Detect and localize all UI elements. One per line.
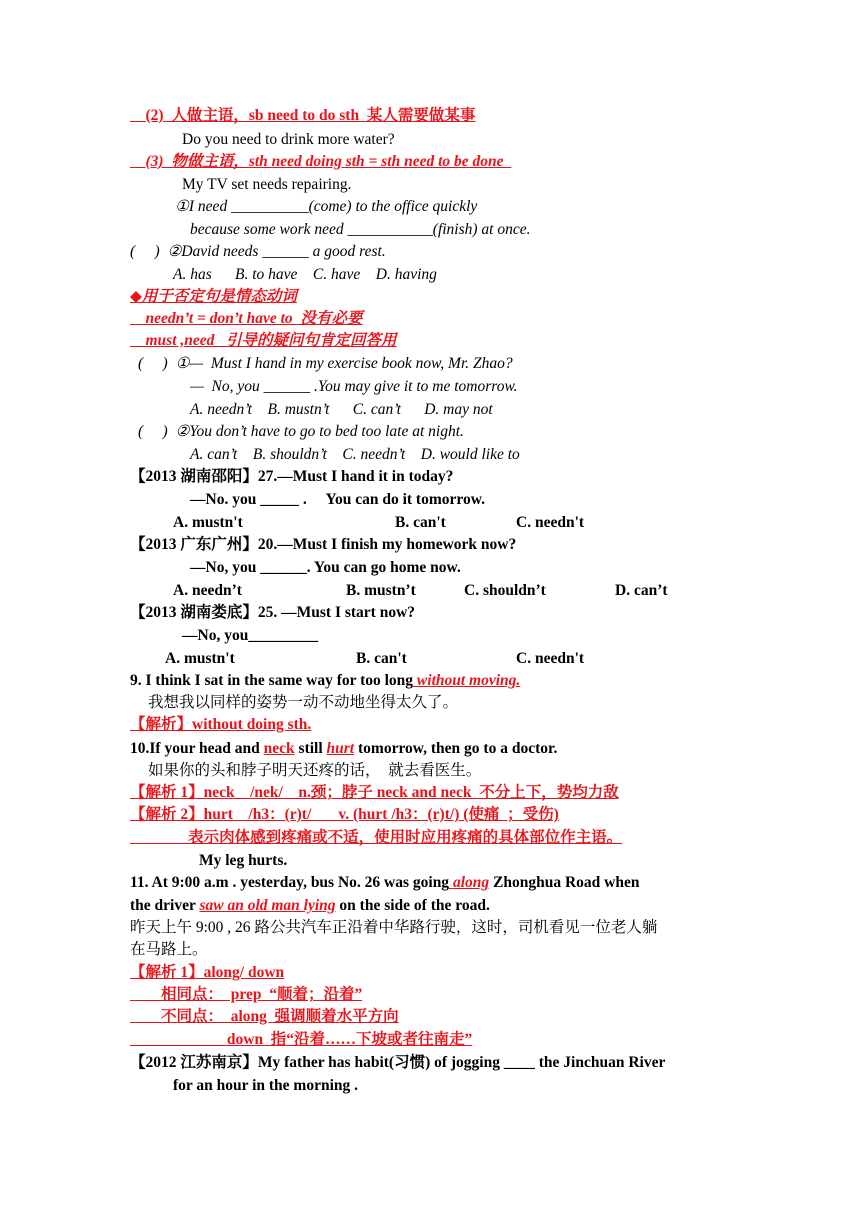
rule-heading-3: (3) 物做主语，sth need doing sth = sth need to be done — [130, 153, 512, 170]
analysis-2-hurt: 【解析 2】hurt /h3：(r)t/ v. (hurt /h3：(r)t/) (使痛 ；受伤) — [130, 806, 559, 823]
keyword-saw-lying: saw an old man lying — [199, 897, 336, 914]
sentence-11-cont — [130, 896, 490, 916]
option-b: B. can't — [356, 650, 407, 667]
sentence-10 — [130, 739, 557, 759]
analysis-1-neck: 【解析 1】neck /nek/ n.颈；脖子 neck and neck 不分上下，势均力敌 — [130, 784, 619, 801]
sentence-text: tomorrow, then go to a doctor. — [354, 740, 558, 757]
rule-needn-t: needn’t = don’t have to 没有必要 — [130, 310, 363, 327]
exam-question: 【2013 湖南邵阳】27.—Must I hand it in today? — [130, 468, 454, 485]
exercise-question: ( ) ①— Must I hand in my exercise book now, Mr. Zhao? — [138, 355, 513, 372]
sentence-11 — [130, 873, 639, 893]
exercise-options: A. has B. to have C. have D. having — [173, 266, 437, 283]
option-c: C. needn't — [516, 514, 585, 531]
sentence-text: the driver — [130, 897, 200, 914]
sentence-text: 11. At 9:00 a.m . yesterday, bus No. 26 was going — [130, 874, 450, 891]
analysis-down: down 指“沿着……下坡或者往南走” — [130, 1031, 473, 1048]
option-a: A. mustn't — [165, 650, 235, 667]
sentence-text: Zhonghua Road when — [489, 874, 640, 891]
exam-answer-line: —No, you ______. You can go home now. — [190, 559, 461, 576]
analysis-9: 【解析】without doing sth. — [130, 716, 312, 733]
exam-answer-line: —No. you _____ . You can do it tomorrow. — [190, 491, 485, 508]
analysis-along-down: 【解析 1】along/ down — [130, 964, 285, 981]
example-sentence: My TV set needs repairing. — [182, 176, 352, 193]
analysis-similarity: 相同点： prep “顺着；沿着” — [130, 986, 363, 1003]
translation: 在马路上。 — [130, 941, 208, 958]
rule-heading-negative: ◆用于否定句是情态动词 — [130, 288, 297, 305]
analysis-difference: 不同点： along 强调顺着水平方向 — [130, 1008, 399, 1025]
translation: 如果你的头和脖子明天还疼的话， 就去看医生。 — [148, 762, 482, 779]
exercise-options: A. can’t B. shouldn’t C. needn’t D. would like to — [190, 446, 520, 463]
exercise-options: A. needn’t B. mustn’t C. can’t D. may not — [190, 401, 493, 418]
analysis-hurt-note: 表示肉体感到疼痛或不适，使用时应用疼痛的具体部位作主语。 — [130, 829, 623, 846]
option-b: B. mustn’t — [346, 582, 416, 599]
exercise-question: ( ) ②You don’t have to go to bed too late at night. — [138, 423, 464, 440]
example-sentence: Do you need to drink more water? — [182, 131, 395, 148]
keyword-along: along — [449, 874, 490, 891]
option-c: C. shouldn’t — [464, 582, 546, 599]
translation: 昨天上午 9:00 , 26 路公共汽车正沿着中华路行驶，这时，司机看见一位老人躺 — [130, 919, 658, 936]
keyword-without-moving: without moving. — [413, 672, 521, 689]
keyword-hurt: hurt — [326, 740, 355, 757]
rule-heading-2: (2) 人做主语，sb need to do sth 某人需要做某事 — [130, 107, 476, 124]
option-a: A. needn’t — [173, 582, 242, 599]
sentence-text: on the side of the road. — [335, 897, 490, 914]
exam-question: 【2012 江苏南京】My father has habit(习惯) of jogging ____ the Jinchuan River — [130, 1054, 666, 1071]
keyword-neck: neck — [263, 740, 295, 757]
translation: 我想我以同样的姿势一动不动地坐得太久了。 — [148, 694, 459, 711]
sentence-text: 10.If your head and — [130, 740, 264, 757]
option-d: D. can’t — [615, 582, 668, 599]
sentence-text: still — [294, 740, 327, 757]
exercise-line: ①I need __________(come) to the office quickly — [175, 198, 478, 215]
exam-question-cont: for an hour in the morning . — [173, 1077, 359, 1094]
exercise-line: — No, you ______ .You may give it to me tomorrow. — [190, 378, 518, 395]
exercise-question: ( ) ②David needs ______ a good rest. — [130, 243, 386, 260]
exam-question: 【2013 广东广州】20.—Must I finish my homework now? — [130, 536, 517, 553]
sentence-text: 9. I think I sat in the same way for too long — [130, 672, 414, 689]
option-a: A. mustn't — [173, 514, 243, 531]
exam-question: 【2013 湖南娄底】25. —Must I start now? — [130, 604, 416, 621]
example-sentence: My leg hurts. — [199, 852, 288, 869]
option-b: B. can't — [395, 514, 446, 531]
rule-must-need: must ,need 引导的疑问句肯定回答用 — [130, 332, 397, 349]
option-c: C. needn't — [516, 650, 585, 667]
sentence-9 — [130, 671, 520, 691]
exercise-line: because some work need ___________(finish) at once. — [190, 221, 531, 238]
exam-answer-line: —No, you_________ — [182, 627, 319, 644]
